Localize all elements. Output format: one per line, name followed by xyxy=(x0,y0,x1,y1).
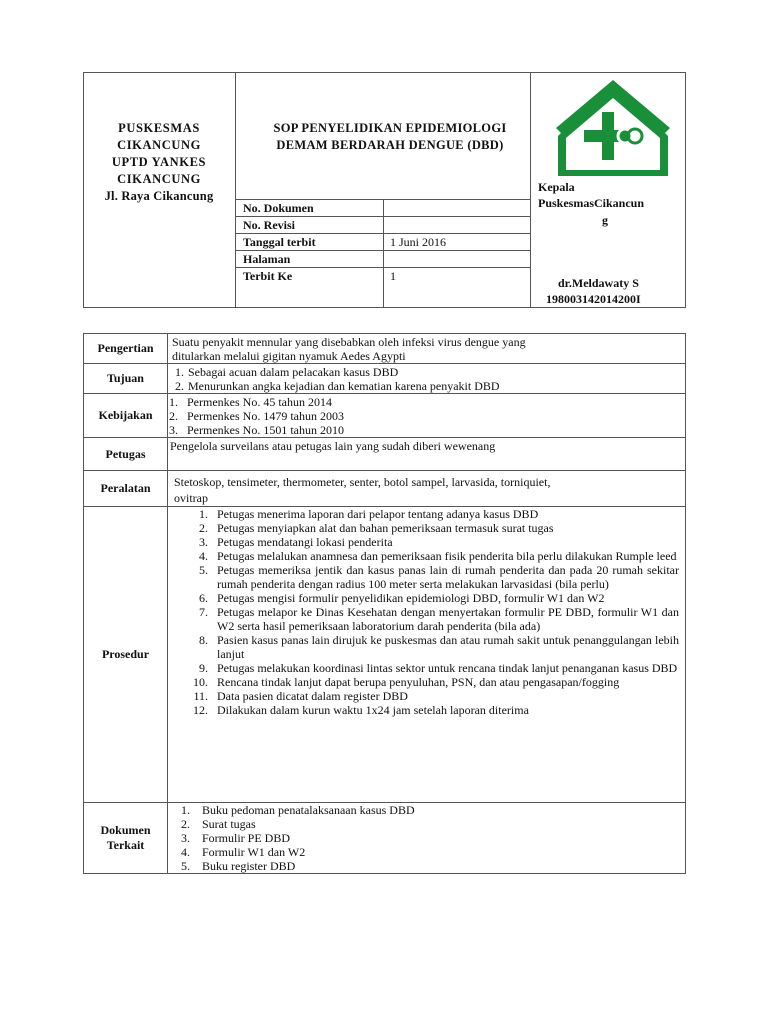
row-label: Pengertian xyxy=(84,334,168,364)
row-tujuan xyxy=(84,364,686,394)
list-item: 3. Permenkes No. 1501 tahun 2010 xyxy=(169,423,344,437)
list-item: 11. Data pasien dicatat dalam register DBD xyxy=(193,689,408,703)
row-content xyxy=(168,471,686,507)
row-label: Peralatan xyxy=(84,471,168,507)
row-label: Kebijakan xyxy=(84,394,168,438)
row-dokumen-terkait xyxy=(84,803,686,874)
meta-label-halaman: Halaman xyxy=(243,252,291,266)
title-line: SOP PENYELIDIKAN EPIDEMIOLOGI xyxy=(273,121,507,135)
list-item: 3. Petugas mendatangi lokasi penderita xyxy=(199,535,393,549)
row-pengertian xyxy=(84,334,686,364)
list-item: 8. Pasien kasus panas lain dirujuk ke puskesmas dan atau rumah sakit untuk penanggulangan lebih lanjut xyxy=(199,633,679,661)
list-item: 4. Formulir W1 dan W2 xyxy=(181,845,306,859)
row-prosedur xyxy=(84,507,686,803)
text-line: ovitrap xyxy=(174,491,208,505)
approver-title: g xyxy=(602,213,608,227)
header-divider xyxy=(235,72,236,308)
list-item: 7. Petugas melapor ke Dinas Kesehatan dengan menyertakan formulir PE DBD, formulir W1 dan W2 serta hasil pemeriksaan laboratorium darah penderita (bila ada) xyxy=(199,605,679,633)
list-item: 2. Menurunkan angka kejadian dan kematian karena penyakit DBD xyxy=(175,379,500,393)
row-kebijakan xyxy=(84,394,686,438)
meta-label-tanggal-terbit: Tanggal terbit xyxy=(243,235,316,249)
list-item: 1. Buku pedoman penatalaksanaan kasus DBD xyxy=(181,803,415,817)
row-content xyxy=(168,334,686,364)
org-line: CIKANCUNG xyxy=(117,172,201,186)
document-title xyxy=(236,120,544,154)
list-item: 5. Petugas memeriksa jentik dan kasus panas lain di rumah penderita dan pada 20 rumah sekitar rumah penderita dengan radius 100 meter serta melakukan larvasidasi (bila perlu) xyxy=(199,563,679,591)
text-line: Suatu penyakit mennular yang disebabkan oleh infeksi virus dengue yang xyxy=(172,335,526,349)
meta-value-tanggal-terbit: 1 Juni 2016 xyxy=(390,235,447,249)
list-item: 12. Dilakukan dalam kurun waktu 1x24 jam setelah laporan diterima xyxy=(193,703,529,717)
meta-label-no-dokumen: No. Dokumen xyxy=(243,201,314,215)
puskesmas-logo-icon xyxy=(556,80,670,176)
row-content xyxy=(168,394,686,438)
row-petugas xyxy=(84,438,686,471)
org-line: UPTD YANKES xyxy=(111,155,207,169)
org-line: CIKANCUNG xyxy=(117,138,201,152)
list-item: 3. Formulir PE DBD xyxy=(181,831,291,845)
row-label: Prosedur xyxy=(84,507,168,803)
list-item: 5. Buku register DBD xyxy=(181,859,296,873)
sop-table xyxy=(83,333,686,874)
meta-label-terbit-ke: Terbit Ke xyxy=(243,269,293,283)
text-line: Stetoskop, tensimeter, thermometer, senter, botol sampel, larvasida, torniquiet, xyxy=(174,475,551,489)
org-line: PUSKESMAS xyxy=(118,121,200,135)
row-label xyxy=(84,803,168,874)
list-item: 6. Petugas mengisi formulir penyelidikan epidemiologi DBD, formulir W1 dan W2 xyxy=(199,591,605,605)
title-line: DEMAM BERDARAH DENGUE (DBD) xyxy=(276,138,504,152)
approver-name: dr.Meldawaty S xyxy=(558,276,639,290)
row-content xyxy=(168,438,686,471)
approver-title: Kepala xyxy=(538,180,575,194)
text-line: Pengelola surveilans atau petugas lain yang sudah diberi wewenang xyxy=(170,439,496,453)
org-address: Jl. Raya Cikancung xyxy=(104,189,214,203)
row-label: Petugas xyxy=(84,438,168,471)
list-item: 2. Permenkes No. 1479 tahun 2003 xyxy=(169,409,344,423)
list-item: 9. Petugas melakukan koordinasi lintas sektor untuk rencana tindak lanjut penanganan kasus DBD xyxy=(199,661,678,675)
row-content xyxy=(168,507,686,803)
list-item: 4. Petugas melalukan anamnesa dan pemeriksaan fisik penderita bila perlu dilakukan Rumple leed xyxy=(199,549,677,563)
row-label: Tujuan xyxy=(84,364,168,394)
approver-nip: 198003142014200I xyxy=(546,292,641,306)
row-content xyxy=(168,364,686,394)
label-line: Terkait xyxy=(106,838,145,852)
header-divider xyxy=(530,72,531,308)
text-line: ditularkan melalui gigitan nyamuk Aedes Agypti xyxy=(172,349,406,363)
approver-title: PuskesmasCikancun xyxy=(538,196,645,210)
meta-value-terbit-ke: 1 xyxy=(390,269,396,283)
label-line: Dokumen xyxy=(100,823,151,837)
row-peralatan xyxy=(84,471,686,507)
meta-col-line xyxy=(383,199,384,308)
list-item: 2. Surat tugas xyxy=(181,817,256,831)
organization-name xyxy=(84,120,234,205)
row-content xyxy=(168,803,686,874)
meta-label-no-revisi: No. Revisi xyxy=(243,218,295,232)
list-item: 1. Petugas menerima laporan dari pelapor tentang adanya kasus DBD xyxy=(199,507,539,521)
list-item: 1. Permenkes No. 45 tahun 2014 xyxy=(169,395,332,409)
list-item: 1. Sebagai acuan dalam pelacakan kasus DBD xyxy=(175,365,399,379)
list-item: 2. Petugas menyiapkan alat dan bahan pemeriksaan termasuk surat tugas xyxy=(199,521,554,535)
list-item: 10. Rencana tindak lanjut dapat berupa penyuluhan, PSN, dan atau pengasapan/fogging xyxy=(193,675,620,689)
